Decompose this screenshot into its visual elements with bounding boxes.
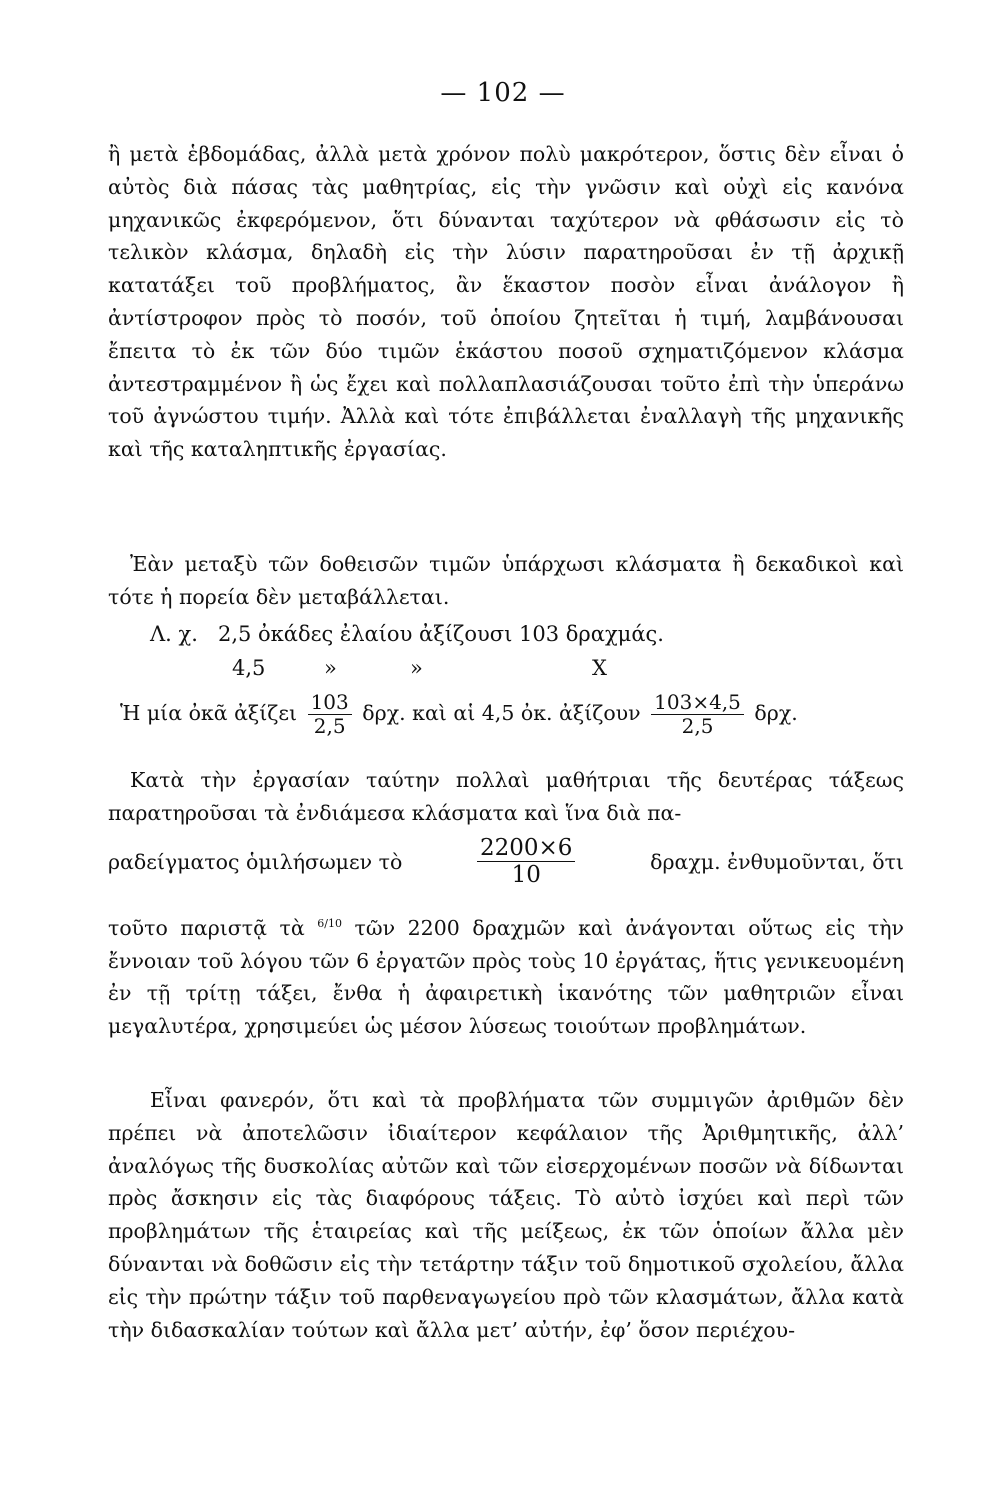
example-quantity: 4,5: [232, 656, 266, 680]
example-row-1: [150, 622, 664, 646]
fraction-denominator: 10: [511, 862, 541, 889]
fraction-numerator: 103: [308, 692, 352, 715]
paragraph-3-rest: [108, 908, 904, 1043]
unknown-value: Χ: [592, 656, 607, 680]
paragraph-3-rest-text: τῶν 2200 δραχμῶν καὶ ἀνάγονται οὕτως εἰς τὴν ἔννοιαν τοῦ λόγου τῶν 6 ἐργατῶν πρὸς τοὺς 10 ἐργάτας, ἥτις γενικευομένη ἐν τῇ τρίτῃ τάξει, ἔνθα ἡ ἀφαιρετικὴ ἱκανότης τῶν μαθητριῶν εἶναι μεγαλυτέρα, χρησιμεύει ὡς μέσον λύσεως τοιούτων προβλημάτων.: [108, 915, 904, 1039]
example-lead: Λ. χ.: [150, 622, 198, 646]
fraction-103-over-2-5: [308, 692, 352, 737]
ditto-mark-2: »: [410, 656, 423, 680]
page-number: — 102 —: [440, 78, 566, 108]
paragraph-4: Εἶναι φανερόν, ὅτι καὶ τὰ προβλήματα τῶν συμμιγῶν ἀριθμῶν δὲν πρέπει νὰ ἀποτελῶσιν ἰδιαίτερον κεφάλαιον τῆς Ἀριθμητικῆς, ἀλλ’ ἀναλόγως τῆς δυσκολίας αὐτῶν καὶ τῶν εἰσερχομένων ποσῶν νὰ δίδωνται πρὸς ἄσκησιν εἰς τὰς διαφόρους τάξεις. Τὸ αὐτὸ ἰσχύει καὶ περὶ τῶν προβλημάτων τῆς ἑταιρείας καὶ τῆς μείξεως, ἐκ τῶν ὁποίων ἄλλα μὲν δύνανται νὰ δοθῶσιν εἰς τὴν τετάρτην τάξιν τοῦ δημοτικοῦ σχολείου, ἄλλα εἰς τὴν πρώτην τάξιν τοῦ παρθεναγωγείου πρὸ τῶν κλασμάτων, ἄλλα κατὰ τὴν διδασκαλίαν τούτων καὶ ἄλλα μετ’ αὐτήν, ἐφ’ ὅσον περιέχου-: [108, 1088, 904, 1342]
paragraph-3-line-1: Κατὰ τὴν ἐργασίαν ταύτην πολλαὶ μαθήτριαι τῆς δευτέρας τάξεως παρατηροῦσαι τὰ ἐνδιάμεσα κλάσματα καὶ ἵνα διὰ πα-: [108, 768, 904, 825]
paragraph-3-line-3-start: τοῦτο παριστᾷ τὰ: [108, 915, 305, 940]
fraction-numerator: 2200×6: [477, 836, 575, 862]
paragraph-1: ἢ μετὰ ἑβδομάδας, ἀλλὰ μετὰ χρόνον πολὺ μακρότερον, ὅστις δὲν εἶναι ὁ αὐτὸς διὰ πάσας τὰς μαθητρίας, εἰς τὴν γνῶσιν καὶ οὐχὶ εἰς κανόνα μηχανικῶς ἐκφερόμενον, ὅτι δύνανται ταχύτερον νὰ φθάσωσιν εἰς τὸ τελικὸν κλάσμα, δηλαδὴ εἰς τὴν λύσιν παρατηροῦσαι ἐν τῇ ἀρχικῇ κατατάξει τοῦ προβλήματος, ἂν ἕκαστον ποσὸν εἶναι ἀνάλογον ἢ ἀντίστροφον πρὸς τὸ ποσόν, τοῦ ὁποίου ζητεῖται ἡ τιμή, λαμβάνουσαι ἔπειτα τὸ ἐκ τῶν δύο τιμῶν ἑκάστου ποσοῦ σχηματιζόμενον κλάσμα ἀντεστραμμένον ἢ ὡς ἔχει καὶ πολλαπλασιάζουσαι τοῦτο ἐπὶ τὴν ὑπεράνω τοῦ ἀγνώστου τιμήν. Ἀλλὰ καὶ τότε ἐπιβάλλεται ἐναλλαγὴ τῆς μηχανικῆς καὶ τῆς καταληπτικῆς ἐργασίας.: [108, 142, 904, 462]
paragraph-3-text-after: δραχμ. ἐνθυμοῦνται, ὅτι: [650, 849, 904, 874]
paragraph-2: Ἐὰν μεταξὺ τῶν δοθεισῶν τιμῶν ὑπάρχωσι κλάσματα ἢ δεκαδικοὶ καὶ τότε ἡ πορεία δὲν μεταβάλλεται.: [108, 552, 904, 609]
solution-text-2: δρχ. καὶ αἱ 4,5 ὀκ. ἀξίζουν: [362, 701, 641, 725]
solution-line: [120, 692, 798, 737]
fraction-2200x6-over-10: [477, 836, 575, 887]
paragraph-3-fraction-line: [108, 836, 904, 887]
fraction-numerator: 103×4,5: [651, 692, 744, 715]
solution-text-3: δρχ.: [754, 701, 798, 725]
fraction-denominator: 2,5: [681, 714, 714, 738]
ditto-mark-1: »: [324, 656, 337, 680]
fraction-103x4-5-over-2-5: [651, 692, 744, 737]
solution-text-1: Ἡ μία ὀκᾶ ἀξίζει: [120, 701, 298, 725]
example-row-1-text: 2,5 ὀκάδες ἐλαίου ἀξίζουσι 103 δραχμάς.: [217, 622, 664, 646]
fraction-denominator: 2,5: [313, 714, 346, 738]
paragraph-3-text-before: ραδείγματος ὁμιλήσωμεν τὸ: [108, 849, 403, 874]
inline-fraction-6-10: 6/10: [317, 917, 342, 930]
